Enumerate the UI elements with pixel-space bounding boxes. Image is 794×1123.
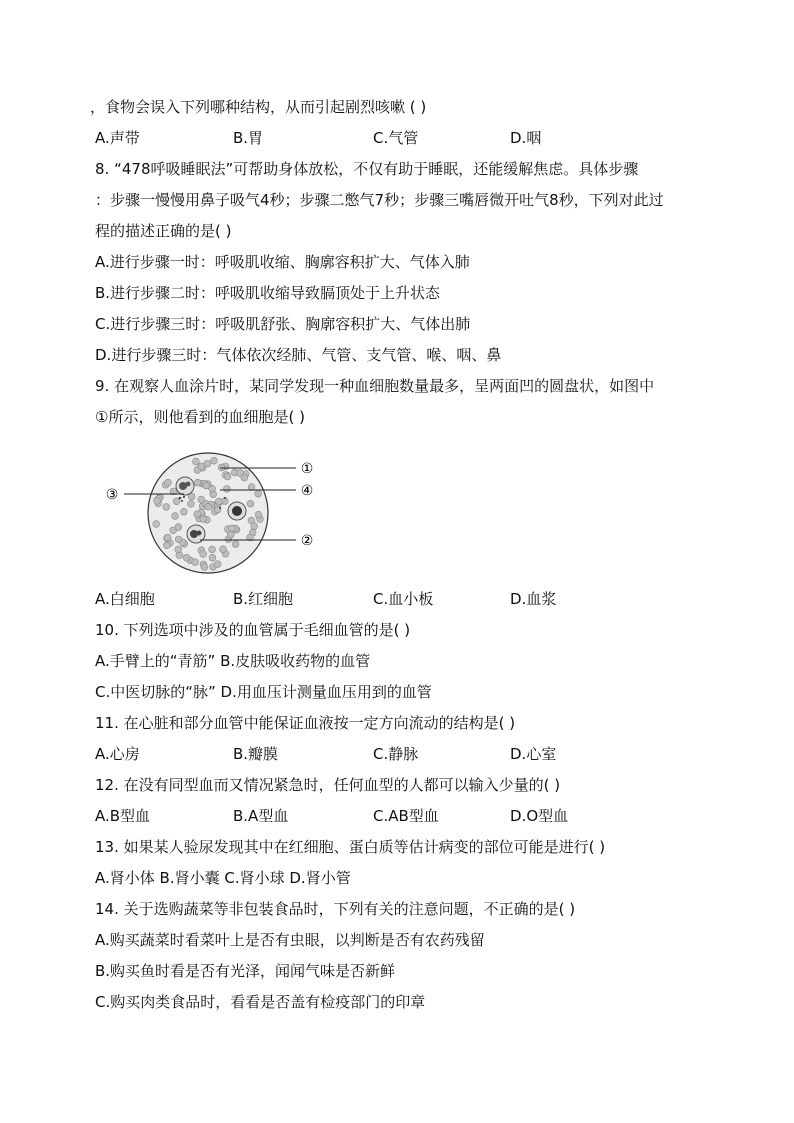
red-blood-cell — [194, 511, 201, 518]
q14-option-b: B.购买鱼时看是否有光泽，闻闻气味是否新鲜 — [95, 962, 396, 980]
red-blood-cell — [247, 500, 254, 507]
red-blood-cell — [164, 534, 171, 541]
q14-option-a: A.购买蔬菜时看菜叶上是否有虫眼，以判断是否有农药残留 — [95, 931, 485, 949]
red-blood-cell — [154, 497, 161, 504]
figure-label-2: ② — [300, 533, 314, 549]
q9-option-d: D.血浆 — [510, 590, 557, 608]
q11-option-d: D.心室 — [510, 745, 557, 763]
red-blood-cell — [216, 498, 223, 505]
q10-options-row2: C.中医切脉的“脉” D.用血压计测量血压用到的血管 — [95, 683, 432, 701]
q12-option-c: C.AB型血 — [373, 807, 439, 825]
q8-stem-line1: 8. “478呼吸睡眠法”可帮助身体放松，不仅有助于睡眠，还能缓解焦虑。具体步骤 — [95, 160, 639, 178]
q9-option-b: B.红细胞 — [233, 590, 294, 608]
figure-label-4: ④ — [300, 483, 314, 499]
q8-option-a: A.进行步骤一时：呼吸肌收缩、胸廓容积扩大、气体入肺 — [95, 253, 470, 271]
q8-stem-line3: 程的描述正确的是( ) — [95, 222, 232, 240]
red-blood-cell — [255, 511, 262, 518]
q9-option-c: C.血小板 — [373, 590, 434, 608]
q9-stem-line2: ①所示，则他看到的血细胞是( ) — [95, 408, 305, 426]
red-blood-cell — [193, 458, 200, 465]
red-blood-cell — [248, 484, 255, 491]
red-blood-cell — [163, 504, 170, 511]
q13-stem: 13. 如果某人验尿发现其中在红细胞、蛋白质等估计病变的部位可能是进行( ) — [95, 838, 606, 856]
red-blood-cell — [218, 464, 225, 471]
blood-smear-diagram — [100, 448, 330, 578]
red-blood-cell — [200, 551, 207, 558]
red-blood-cell — [172, 513, 179, 520]
red-blood-cell — [188, 501, 195, 508]
q14-stem: 14. 关于选购蔬菜等非包装食品时，下列有关的注意问题，不正确的是( ) — [95, 900, 576, 918]
red-blood-cell — [251, 523, 258, 530]
q7-stem-tail: ，食物会误入下列哪种结构，从而引起剧烈咳嗽 ( ) — [90, 98, 427, 116]
q8-option-d: D.进行步骤三时：气体依次经肺、气管、支气管、喉、咽、鼻 — [95, 346, 502, 364]
red-blood-cell — [214, 561, 221, 568]
white-blood-cell — [228, 502, 246, 520]
red-blood-cell — [241, 474, 248, 481]
red-blood-cell — [224, 473, 231, 480]
red-blood-cell — [153, 521, 160, 528]
red-blood-cell — [227, 531, 234, 538]
red-blood-cell — [173, 498, 180, 505]
q8-stem-line2: ：步骤一慢慢用鼻子吸气4秒；步骤二憋气7秒；步骤三嘴唇微开吐气8秒，下列对此过 — [95, 191, 664, 209]
red-blood-cell — [255, 490, 262, 497]
q9-stem-line1: 9. 在观察人血涂片时，某同学发现一种血细胞数量最多，呈两面凹的圆盘状，如图中 — [95, 377, 655, 395]
red-blood-cell — [220, 546, 227, 553]
q8-option-b: B.进行步骤二时：呼吸肌收缩导致膈顶处于上升状态 — [95, 284, 441, 302]
figure-label-3: ③ — [105, 487, 119, 503]
red-blood-cell — [194, 479, 201, 486]
q7-option-a: A.声带 — [95, 129, 140, 147]
red-blood-cell — [209, 485, 216, 492]
red-blood-cell — [209, 546, 216, 553]
red-blood-cell — [224, 486, 231, 493]
red-blood-cell — [198, 463, 205, 470]
q10-options-row1: A.手臂上的“青筋” B.皮肤吸收药物的血管 — [95, 652, 371, 670]
q7-option-d: D.咽 — [510, 129, 542, 147]
red-blood-cell — [163, 542, 170, 549]
red-blood-cell — [192, 559, 199, 566]
q11-stem: 11. 在心脏和部分血管中能保证血液按一定方向流动的结构是( ) — [95, 714, 516, 732]
red-blood-cell — [201, 564, 208, 571]
q12-stem: 12. 在没有同型血而又情况紧急时，任何血型的人都可以输入少量的( ) — [95, 776, 561, 794]
q7-option-c: C.气管 — [373, 129, 419, 147]
red-blood-cell — [229, 525, 236, 532]
white-blood-cell — [176, 477, 194, 495]
q12-option-d: D.O型血 — [510, 807, 569, 825]
red-blood-cell — [198, 496, 205, 503]
red-blood-cell — [209, 554, 216, 561]
q11-option-a: A.心房 — [95, 745, 140, 763]
q12-option-b: B.A型血 — [233, 807, 289, 825]
q9-option-a: A.白细胞 — [95, 590, 155, 608]
red-blood-cell — [175, 524, 182, 531]
red-blood-cell — [165, 479, 172, 486]
blood-smear-figure — [100, 448, 330, 578]
q10-stem: 10. 下列选项中涉及的血管属于毛细血管的是( ) — [95, 621, 411, 639]
red-blood-cell — [211, 457, 218, 464]
red-blood-cell — [180, 508, 187, 515]
figure-label-1: ① — [300, 461, 314, 477]
q7-option-b: B.胃 — [233, 129, 264, 147]
red-blood-cell — [183, 554, 190, 561]
q11-option-c: C.静脉 — [373, 745, 419, 763]
q8-option-c: C.进行步骤三时：呼吸肌舒张、胸廓容积扩大、气体出肺 — [95, 315, 471, 333]
red-blood-cell — [175, 546, 182, 553]
q13-options-row: A.肾小体 B.肾小囊 C.肾小球 D.肾小管 — [95, 869, 351, 887]
red-blood-cell — [205, 503, 212, 510]
q11-option-b: B.瓣膜 — [233, 745, 279, 763]
red-blood-cell — [200, 516, 207, 523]
red-blood-cell — [232, 541, 239, 548]
smear-field-outline — [148, 453, 268, 573]
q14-option-c: C.购买肉类食品时，看看是否盖有检疫部门的印章 — [95, 993, 426, 1011]
q12-option-a: A.B型血 — [95, 807, 151, 825]
red-blood-cell — [175, 536, 182, 543]
